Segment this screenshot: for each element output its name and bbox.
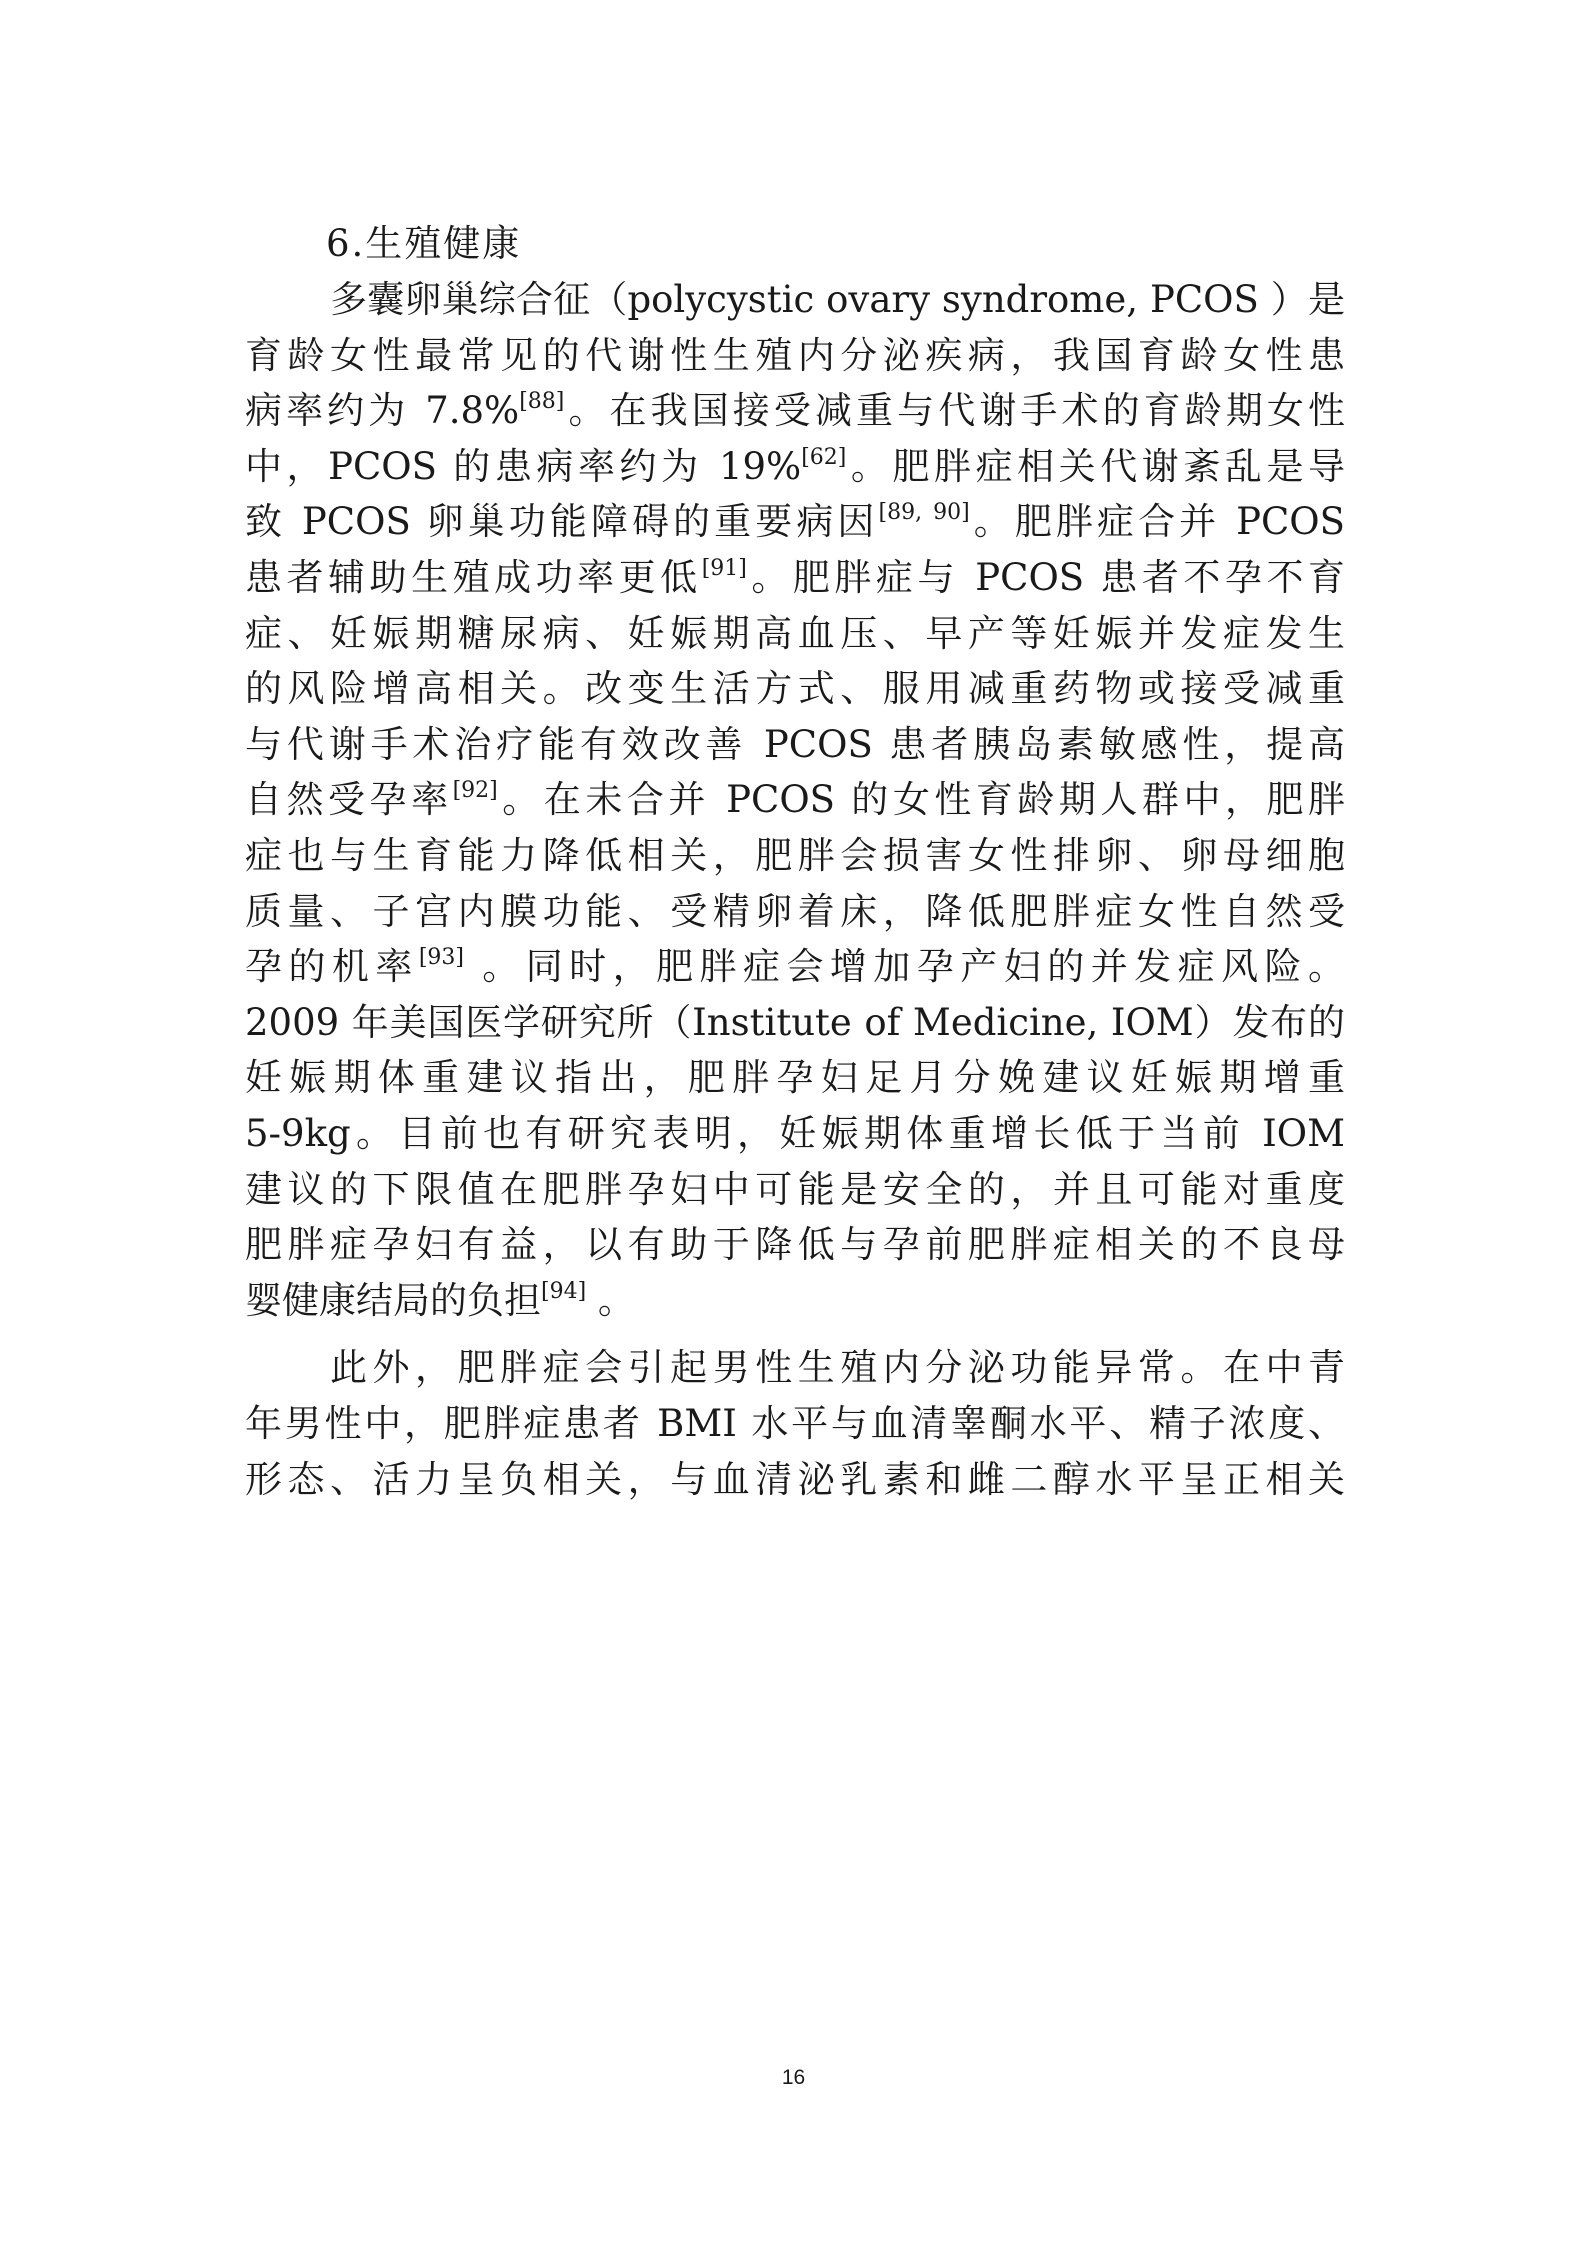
paragraph-line [330, 270, 1345, 330]
text-run: 孕的机率 [245, 945, 419, 989]
text-run: 2009 年美国医学研究所（Institute of Medicine, IOM）发布的 [245, 1000, 1345, 1044]
text-run: 症也与生育能力降低相关，肥胖会损害女性排卵、卵母细胞 [245, 834, 1345, 877]
text-run: 建议的下限值在肥胖孕妇中可能是安全的，并且可能对重度 [245, 1167, 1345, 1211]
text-run: 中，PCOS 的患病率约为 19% [245, 444, 802, 488]
text-run: 妊娠期体重建议指出，肥胖孕妇足月分娩建议妊娠期增重 [245, 1056, 1345, 1100]
text-run: 。肥胖症与 PCOS 患者不孕不育 [746, 556, 1345, 599]
paragraph-line [245, 437, 1345, 497]
text-run: 5-9kg。目前也有研究表明，妊娠期体重增长低于当前 IOM [245, 1112, 1345, 1155]
text-run: 婴健康结局的负担 [245, 1278, 541, 1322]
citation-reference: [93] [418, 945, 465, 971]
text-run: 病率约为 7.8% [245, 389, 520, 433]
citation-reference: [94] [541, 1278, 587, 1304]
text-run: 多囊卵巢综合征（polycystic ovary syndrome, PCOS ）是 [330, 278, 1345, 321]
text-run: 致 PCOS 卵巢功能障碍的重要病因 [245, 500, 879, 544]
citation-reference: [92] [452, 778, 498, 804]
text-run: 质量、子宫内膜功能、受精卵着床，降低肥胖症女性自然受 [245, 889, 1345, 933]
paragraph-line [245, 993, 1345, 1053]
citation-reference: [88] [519, 389, 565, 415]
text-run: 。在未合并 PCOS 的女性育龄期人群中，肥胖 [497, 778, 1345, 822]
text-run: 症、妊娠期糖尿病、妊娠期高血压、早产等妊娠并发症发生 [245, 611, 1345, 655]
text-run: 形态、活力呈负相关，与血清泌乳素和雌二醇水平呈正相关 [245, 1457, 1345, 1501]
paragraph-line [245, 1048, 1345, 1108]
citation-reference: [89, 90] [878, 500, 970, 526]
paragraph-line [245, 826, 1345, 886]
paragraph-line [245, 1215, 1345, 1275]
paragraph-line [245, 1271, 1345, 1331]
text-run: 。肥胖症相关代谢紊乱是导 [846, 444, 1345, 488]
paragraph-line [245, 882, 1345, 942]
text-run: 自然受孕率 [245, 778, 453, 822]
text-run: 。肥胖症合并 PCOS [969, 500, 1345, 544]
page-number: 16 [781, 2066, 806, 2089]
paragraph-line [330, 1338, 1345, 1398]
text-run: 与代谢手术治疗能有效改善 PCOS 患者胰岛素敏感性，提高 [245, 722, 1345, 766]
text-run: 的风险增高相关。改变生活方式、服用减重药物或接受减重 [245, 667, 1345, 711]
text-run: 此外，肥胖症会引起男性生殖内分泌功能异常。在中青 [330, 1346, 1345, 1390]
text-run: 患者辅助生殖成功率更低 [245, 556, 702, 599]
paragraph-line [245, 1104, 1345, 1164]
paragraph-line [245, 659, 1345, 719]
text-run: 。 [586, 1278, 635, 1322]
paragraph-line [245, 1394, 1345, 1454]
paragraph-line [245, 715, 1345, 775]
paragraph-line [245, 1160, 1345, 1220]
citation-reference: [91] [701, 556, 747, 581]
paragraph-line [245, 937, 1345, 997]
section-heading: 6.生殖健康 [326, 222, 522, 265]
citation-reference: [62] [801, 444, 847, 470]
text-run: 育龄女性最常见的代谢性生殖内分泌疾病，我国育龄女性患 [245, 333, 1345, 377]
text-run: 。同时，肥胖症会增加孕产妇的并发症风险。 [464, 945, 1345, 989]
paragraph-line [245, 770, 1345, 830]
paragraph-line [245, 381, 1345, 441]
paragraph-line [245, 492, 1345, 552]
paragraph-line [245, 604, 1345, 664]
text-run: 肥胖症孕妇有益，以有助于降低与孕前肥胖症相关的不良母 [245, 1223, 1345, 1267]
paragraph-line [245, 548, 1345, 608]
paragraph-line [245, 1450, 1345, 1510]
text-run: 。在我国接受减重与代谢手术的育龄期女性 [564, 389, 1346, 433]
paragraph-line [245, 326, 1345, 386]
text-run: 年男性中，肥胖症患者 BMI 水平与血清睾酮水平、精子浓度、 [245, 1402, 1345, 1445]
